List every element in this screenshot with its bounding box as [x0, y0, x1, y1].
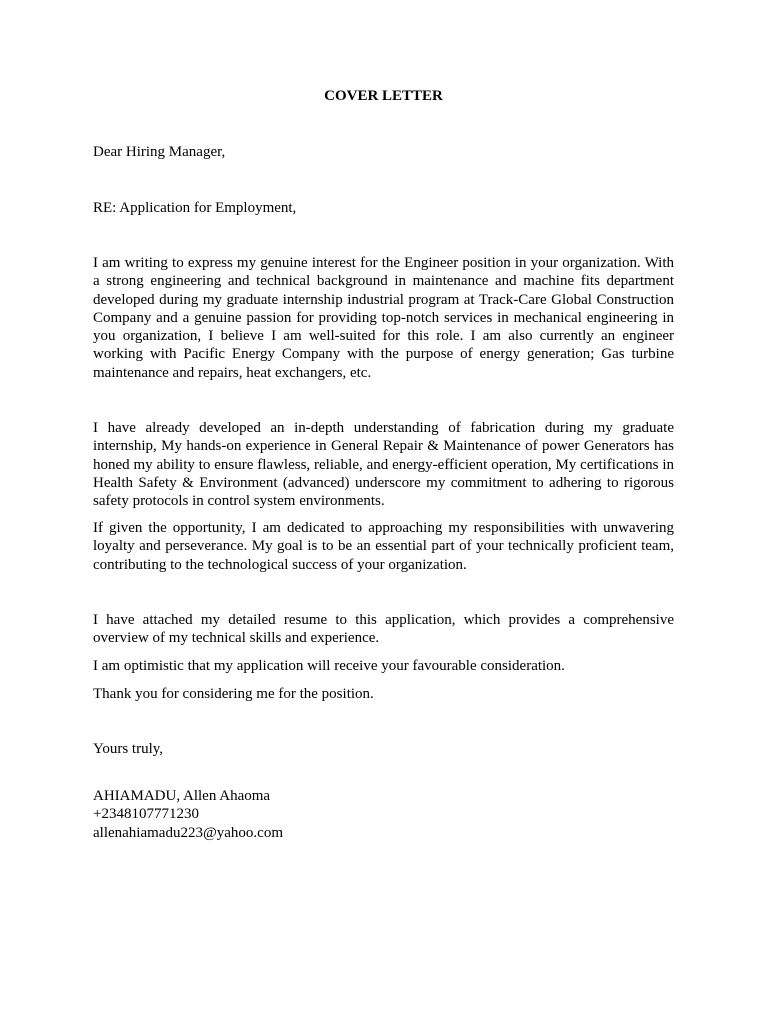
paragraph-thanks: Thank you for considering me for the position.: [93, 686, 374, 702]
paragraph-experience: I have already developed an in-depth understanding of fabrication during my graduate internship, My hands-on experience in General Repair & Maintenance of power Generators has honed my ability to ensure flawless, reliable, and energy-efficient operation, My certifications in Health Safety & Environment (advanced) underscore my commitment to adhering to rigorous safety protocols in control system environments.: [93, 420, 674, 510]
paragraph-commitment: If given the opportunity, I am dedicated to approaching my responsibilities with unwavering loyalty and perseverance. My goal is to be an essential part of your technically proficient team, contributing to the technological success of your organization.: [93, 520, 674, 573]
paragraph-intro: I am writing to express my genuine interest for the Engineer position in your organization. With a strong engineering and technical background in maintenance and machine fits department developed during my graduate internship industrial program at Track-Care Global Construction Company and a genuine passion for providing top-notch services in mechanical engineering in you organization, I believe I am well-suited for this role. I am also currently an engineer working with Pacific Energy Company with the purpose of energy generation; Gas turbine maintenance and repairs, heat exchangers, etc.: [93, 255, 674, 381]
subject-line: RE: Application for Employment,: [93, 200, 297, 216]
salutation: Dear Hiring Manager,: [93, 144, 226, 160]
signature-email: allenahiamadu223@yahoo.com: [93, 824, 284, 841]
signature-name: AHIAMADU, Allen Ahaoma: [93, 788, 271, 804]
signature-phone: +2348107771230: [93, 806, 199, 823]
signature-block: [93, 787, 674, 842]
closing: Yours truly,: [93, 741, 164, 757]
letter-title: COVER LETTER: [324, 88, 443, 104]
paragraph-optimistic: I am optimistic that my application will receive your favourable consideration.: [93, 658, 565, 674]
paragraph-resume: I have attached my detailed resume to this application, which provides a comprehensive overview of my technical skills and experience.: [93, 612, 674, 647]
